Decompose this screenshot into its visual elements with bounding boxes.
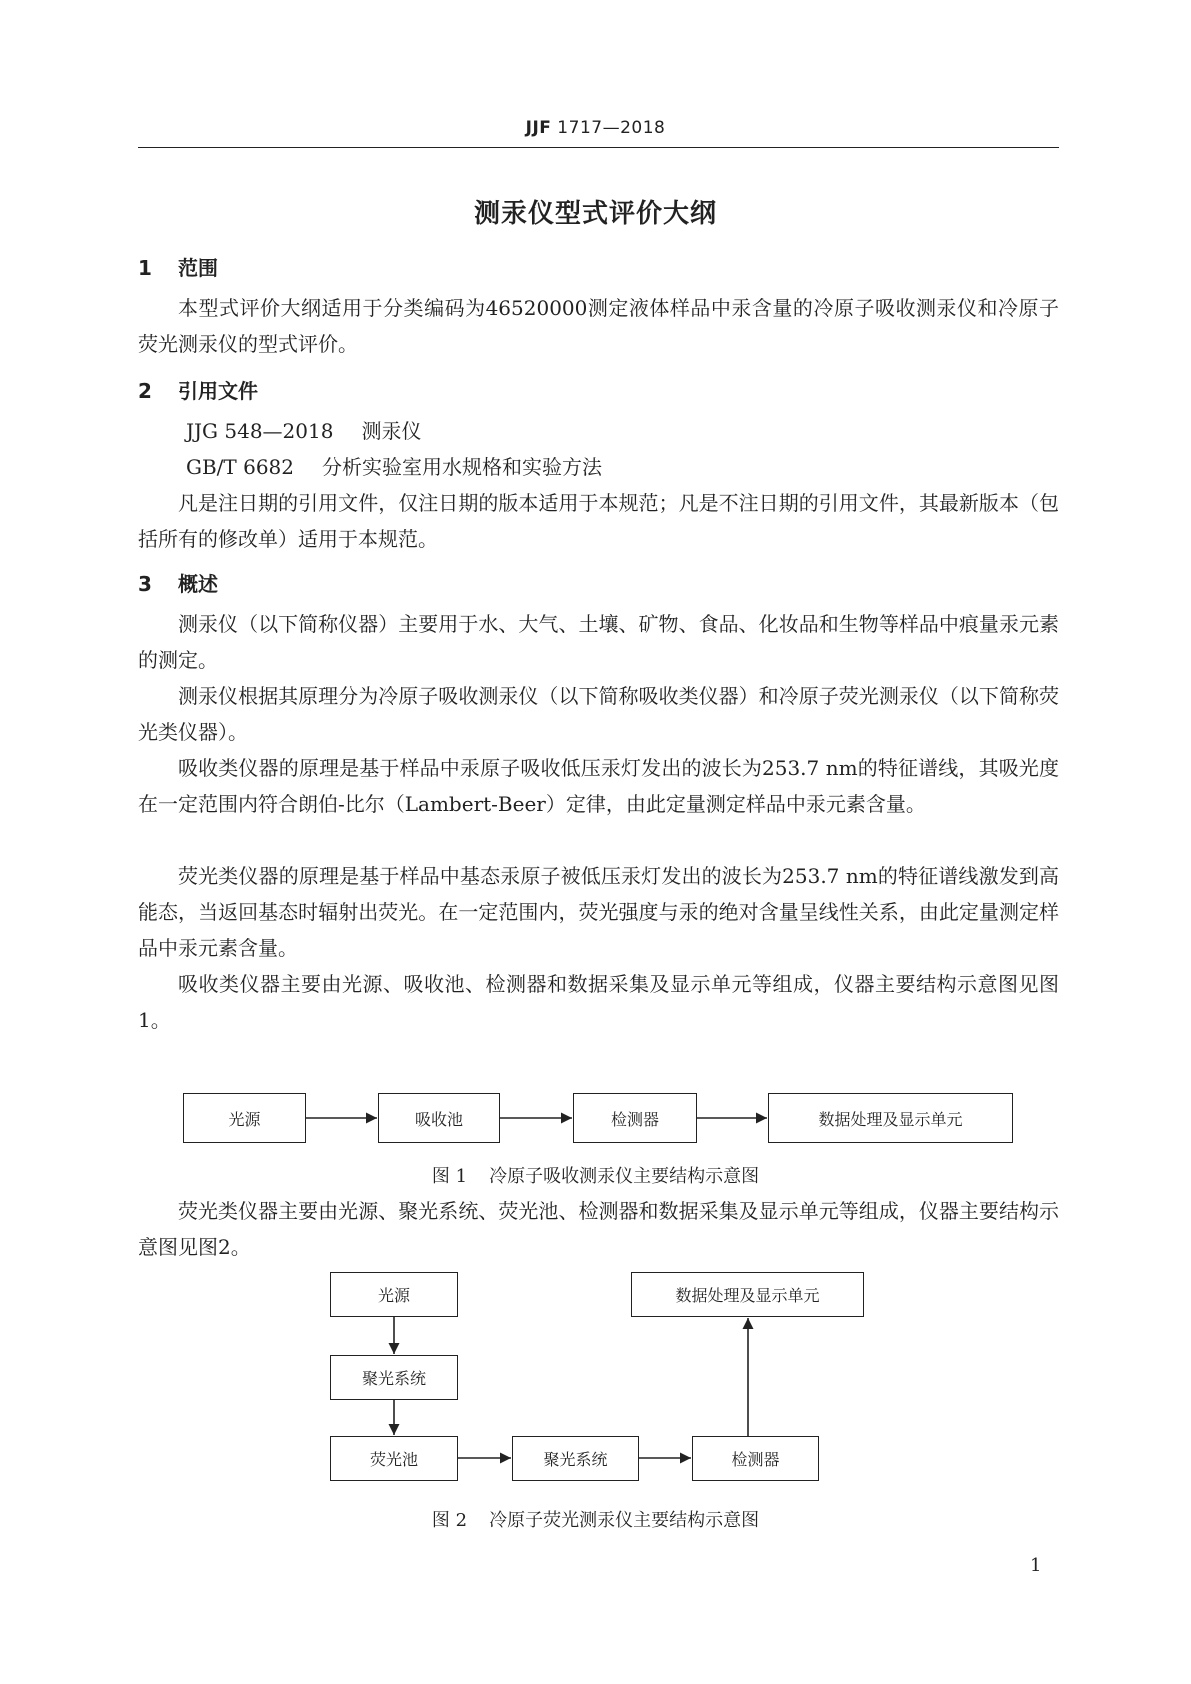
- section-2-title: 引用文件: [178, 379, 258, 403]
- section-3-number: 3: [138, 572, 152, 596]
- section-1-paragraph: 本型式评价大纲适用于分类编码为46520000测定液体样品中汞含量的冷原子吸收测汞仪和冷原子荧光测汞仪的型式评价。: [138, 296, 1059, 356]
- section-3-paragraph: 吸收类仪器的原理是基于样品中汞原子吸收低压汞灯发出的波长为253.7 nm的特征谱线，其吸光度在一定范围内符合朗伯-比尔（Lambert-Beer）定律，由此定量测定样品中汞元素含量。: [138, 756, 1059, 816]
- fig2-box-detector: 检测器: [692, 1436, 819, 1481]
- fig2-box-fluorescence-cell: 荧光池: [330, 1436, 458, 1481]
- figure-2-number: 图 2: [431, 1510, 468, 1531]
- section-3-paragraph: 吸收类仪器主要由光源、吸收池、检测器和数据采集及显示单元等组成，仪器主要结构示意图见图1。: [138, 972, 1059, 1032]
- reference-code: JJG 548—2018: [186, 419, 334, 443]
- section-1-title: 范围: [178, 256, 218, 280]
- document-title: 测汞仪型式评价大纲: [473, 199, 717, 229]
- section-3-title: 概述: [178, 572, 218, 596]
- page-number: 1: [1030, 1555, 1042, 1576]
- fig1-box-display-unit: 数据处理及显示单元: [768, 1093, 1013, 1143]
- section-3-paragraph: 荧光类仪器主要由光源、聚光系统、荧光池、检测器和数据采集及显示单元等组成，仪器主要结构示意图见图2。: [138, 1199, 1059, 1259]
- section-3-paragraph: 测汞仪（以下简称仪器）主要用于水、大气、土壤、矿物、食品、化妆品和生物等样品中痕量汞元素的测定。: [138, 612, 1059, 672]
- fig1-box-detector: 检测器: [573, 1093, 697, 1143]
- figure-1-title: 冷原子吸收测汞仪主要结构示意图: [489, 1166, 760, 1187]
- reference-code: GB/T 6682: [186, 455, 295, 479]
- reference-name: 分析实验室用水规格和实验方法: [322, 455, 603, 479]
- figure-2-title: 冷原子荧光测汞仪主要结构示意图: [489, 1510, 760, 1531]
- fig2-box-focusing-system-2: 聚光系统: [512, 1436, 639, 1481]
- fig1-box-light-source: 光源: [183, 1093, 306, 1143]
- section-2-paragraph: 凡是注日期的引用文件，仅注日期的版本适用于本规范；凡是不注日期的引用文件，其最新版本（包括所有的修改单）适用于本规范。: [138, 491, 1059, 551]
- reference-name: 测汞仪: [361, 419, 422, 443]
- standard-code-prefix: JJF: [525, 118, 552, 138]
- section-2-number: 2: [138, 379, 152, 403]
- section-1-number: 1: [138, 256, 152, 280]
- standard-code-number: 1717—2018: [551, 118, 666, 138]
- fig2-box-light-source: 光源: [330, 1272, 458, 1317]
- section-3-paragraph: 测汞仪根据其原理分为冷原子吸收测汞仪（以下简称吸收类仪器）和冷原子荧光测汞仪（以下简称荧光类仪器）。: [138, 684, 1059, 744]
- fig1-box-absorption-cell: 吸收池: [378, 1093, 500, 1143]
- figure-1-number: 图 1: [431, 1166, 468, 1187]
- fig2-box-focusing-system: 聚光系统: [330, 1355, 458, 1400]
- fig2-box-display-unit: 数据处理及显示单元: [631, 1272, 864, 1317]
- section-3-paragraph: 荧光类仪器的原理是基于样品中基态汞原子被低压汞灯发出的波长为253.7 nm的特征谱线激发到高能态，当返回基态时辐射出荧光。在一定范围内，荧光强度与汞的绝对含量呈线性关系，由此定量测定样品中汞元素含量。: [138, 864, 1059, 960]
